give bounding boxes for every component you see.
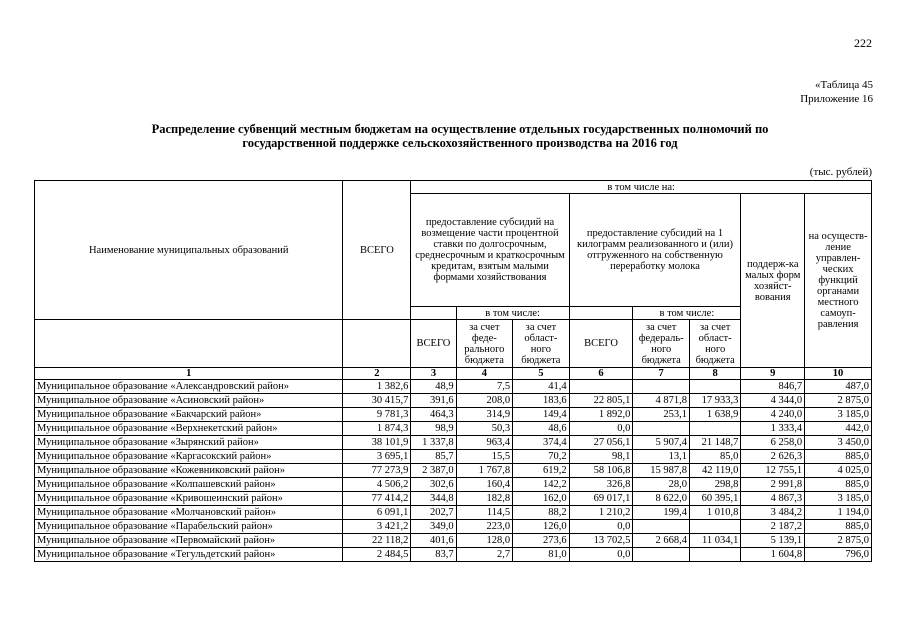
value-cell-c2: 2 484,5: [343, 548, 411, 562]
value-cell-c2: 22 118,2: [343, 534, 411, 548]
value-cell-c6: 0,0: [569, 520, 633, 534]
column-numbers-row: [35, 368, 872, 380]
value-cell-c5: 81,0: [513, 548, 570, 562]
value-cell-c6: 22 805,1: [569, 394, 633, 408]
document-title: [60, 122, 860, 150]
header-federal-2: за счет федераль-ного бюджета: [633, 320, 690, 368]
header-small-forms: поддерж-ка малых форм хозяйст-вования: [741, 194, 805, 368]
header-federal-1: за счет феде-рального бюджета: [456, 320, 513, 368]
value-cell-c8: 60 395,1: [689, 492, 740, 506]
value-cell-c4: 128,0: [456, 534, 513, 548]
table-row: [35, 520, 872, 534]
table-row: [35, 436, 872, 450]
table-row: [35, 408, 872, 422]
value-cell-c9: 1 604,8: [741, 548, 805, 562]
value-cell-c6: 13 702,5: [569, 534, 633, 548]
table-row: [35, 464, 872, 478]
value-cell-c6: 69 017,1: [569, 492, 633, 506]
value-cell-c9: 846,7: [741, 380, 805, 394]
municipality-name-cell: Муниципальное образование «Первомайский район»: [35, 534, 343, 548]
value-cell-c5: 142,2: [513, 478, 570, 492]
value-cell-c10: 442,0: [805, 422, 872, 436]
value-cell-c4: 208,0: [456, 394, 513, 408]
value-cell-c5: 48,6: [513, 422, 570, 436]
value-cell-c2: 30 415,7: [343, 394, 411, 408]
header-name: Наименование муниципальных образований: [35, 181, 343, 320]
header-total-sub: [343, 320, 411, 368]
value-cell-c9: 1 333,4: [741, 422, 805, 436]
value-cell-c9: 4 240,0: [741, 408, 805, 422]
column-number: 1: [35, 368, 343, 380]
table-caption: «Таблица 45: [814, 79, 873, 91]
header-regional-2: за счет област-ного бюджета: [689, 320, 740, 368]
value-cell-c10: 885,0: [805, 450, 872, 464]
value-cell-c5: 88,2: [513, 506, 570, 520]
value-cell-c9: 2 626,3: [741, 450, 805, 464]
value-cell-c9: 4 344,0: [741, 394, 805, 408]
value-cell-c10: 487,0: [805, 380, 872, 394]
header-group-interest: предоставление субсидий на возмещение части процентной ставки по долгосрочным, среднесрочным и краткосрочным кредитам, взятым малыми формами хозяйствования: [411, 194, 569, 307]
header-group-milk: предоставление субсидий на 1 килограмм реализованного и (или) отгруженного на собственную переработку молока: [569, 194, 741, 307]
value-cell-c4: 50,3: [456, 422, 513, 436]
value-cell-c10: 885,0: [805, 478, 872, 492]
header-name-sub: [35, 320, 343, 368]
municipality-name-cell: Муниципальное образование «Бакчарский район»: [35, 408, 343, 422]
value-cell-c7: [633, 548, 690, 562]
value-cell-c7: 5 907,4: [633, 436, 690, 450]
column-number: 2: [343, 368, 411, 380]
value-cell-c5: 162,0: [513, 492, 570, 506]
value-cell-c3: 349,0: [411, 520, 456, 534]
value-cell-c3: 98,9: [411, 422, 456, 436]
column-number: 10: [805, 368, 872, 380]
header-total: ВСЕГО: [343, 181, 411, 320]
value-cell-c3: 401,6: [411, 534, 456, 548]
value-cell-c5: 126,0: [513, 520, 570, 534]
value-cell-c8: 11 034,1: [689, 534, 740, 548]
column-number: 5: [513, 368, 570, 380]
value-cell-c4: 182,8: [456, 492, 513, 506]
value-cell-c2: 38 101,9: [343, 436, 411, 450]
header-regional-1: за счет област-ного бюджета: [513, 320, 570, 368]
column-number: 4: [456, 368, 513, 380]
column-number: 8: [689, 368, 740, 380]
value-cell-c5: 70,2: [513, 450, 570, 464]
municipality-name-cell: Муниципальное образование «Кривошеинский район»: [35, 492, 343, 506]
value-cell-c10: 3 450,0: [805, 436, 872, 450]
value-cell-c3: 202,7: [411, 506, 456, 520]
header-including-2: в том числе:: [633, 307, 741, 320]
value-cell-c2: 3 695,1: [343, 450, 411, 464]
value-cell-c8: 1 638,9: [689, 408, 740, 422]
value-cell-c10: 3 185,0: [805, 408, 872, 422]
municipality-name-cell: Муниципальное образование «Каргасокский район»: [35, 450, 343, 464]
column-number: 3: [411, 368, 456, 380]
table-row: [35, 422, 872, 436]
value-cell-c8: [689, 380, 740, 394]
value-cell-c8: 298,8: [689, 478, 740, 492]
value-cell-c7: 15 987,8: [633, 464, 690, 478]
value-cell-c9: 2 187,2: [741, 520, 805, 534]
value-cell-c10: 1 194,0: [805, 506, 872, 520]
value-cell-c5: 619,2: [513, 464, 570, 478]
column-number: 7: [633, 368, 690, 380]
value-cell-c8: [689, 422, 740, 436]
value-cell-c9: 2 991,8: [741, 478, 805, 492]
value-cell-c7: 28,0: [633, 478, 690, 492]
value-cell-c3: 391,6: [411, 394, 456, 408]
value-cell-c6: [569, 380, 633, 394]
value-cell-c7: 2 668,4: [633, 534, 690, 548]
column-number: 6: [569, 368, 633, 380]
value-cell-c3: 344,8: [411, 492, 456, 506]
value-cell-c4: 15,5: [456, 450, 513, 464]
value-cell-c2: 77 414,2: [343, 492, 411, 506]
value-cell-c5: 273,6: [513, 534, 570, 548]
title-line-1: Распределение субвенций местным бюджетам на осуществление отдельных государственных полномочий по: [151, 122, 769, 136]
value-cell-c2: 9 781,3: [343, 408, 411, 422]
value-cell-c3: 85,7: [411, 450, 456, 464]
value-cell-c2: 1 874,3: [343, 422, 411, 436]
table-row: [35, 380, 872, 394]
municipality-name-cell: Муниципальное образование «Асиновский район»: [35, 394, 343, 408]
value-cell-c7: 13,1: [633, 450, 690, 464]
value-cell-c9: 5 139,1: [741, 534, 805, 548]
value-cell-c7: [633, 380, 690, 394]
value-cell-c3: 1 337,8: [411, 436, 456, 450]
value-cell-c7: [633, 520, 690, 534]
value-cell-c9: 6 258,0: [741, 436, 805, 450]
value-cell-c7: 199,4: [633, 506, 690, 520]
value-cell-c6: 326,8: [569, 478, 633, 492]
value-cell-c3: 464,3: [411, 408, 456, 422]
municipality-name-cell: Муниципальное образование «Парабельский район»: [35, 520, 343, 534]
table-row: [35, 492, 872, 506]
value-cell-c8: [689, 520, 740, 534]
value-cell-c3: 2 387,0: [411, 464, 456, 478]
value-cell-c8: 42 119,0: [689, 464, 740, 478]
value-cell-c10: 796,0: [805, 548, 872, 562]
value-cell-c6: 1 210,2: [569, 506, 633, 520]
header-management: на осуществ-ление управлен-ческих функций органами местного самоуп-равления: [805, 194, 872, 368]
value-cell-c2: 3 421,2: [343, 520, 411, 534]
value-cell-c2: 1 382,6: [343, 380, 411, 394]
value-cell-c7: 8 622,0: [633, 492, 690, 506]
table-row: [35, 548, 872, 562]
value-cell-c9: 4 867,3: [741, 492, 805, 506]
table-row: [35, 534, 872, 548]
units-label: (тыс. рублей): [809, 166, 872, 178]
value-cell-c8: [689, 548, 740, 562]
value-cell-c6: 98,1: [569, 450, 633, 464]
value-cell-c4: 114,5: [456, 506, 513, 520]
value-cell-c5: 374,4: [513, 436, 570, 450]
table-row: [35, 506, 872, 520]
header-including-1: в том числе:: [456, 307, 569, 320]
value-cell-c3: 48,9: [411, 380, 456, 394]
value-cell-c6: 58 106,8: [569, 464, 633, 478]
value-cell-c4: 2,7: [456, 548, 513, 562]
value-cell-c5: 149,4: [513, 408, 570, 422]
value-cell-c4: 7,5: [456, 380, 513, 394]
value-cell-c10: 2 875,0: [805, 394, 872, 408]
appendix-label: Приложение 16: [800, 93, 873, 105]
value-cell-c3: 83,7: [411, 548, 456, 562]
value-cell-c6: 1 892,0: [569, 408, 633, 422]
value-cell-c3: 302,6: [411, 478, 456, 492]
value-cell-c4: 223,0: [456, 520, 513, 534]
value-cell-c2: 4 506,2: [343, 478, 411, 492]
table-row: [35, 450, 872, 464]
value-cell-c6: 0,0: [569, 422, 633, 436]
value-cell-c5: 183,6: [513, 394, 570, 408]
table-row: [35, 478, 872, 492]
value-cell-c5: 41,4: [513, 380, 570, 394]
value-cell-c8: 1 010,8: [689, 506, 740, 520]
header-group-milk-gap: [569, 307, 633, 320]
value-cell-c10: 3 185,0: [805, 492, 872, 506]
municipality-name-cell: Муниципальное образование «Верхнекетский район»: [35, 422, 343, 436]
header-group-interest-gap: [411, 307, 456, 320]
municipality-name-cell: Муниципальное образование «Кожевниковский район»: [35, 464, 343, 478]
title-line-2: государственной поддержке сельскохозяйственного производства на 2016 год: [242, 136, 678, 150]
table-note: [800, 78, 873, 106]
value-cell-c6: 0,0: [569, 548, 633, 562]
value-cell-c9: 3 484,2: [741, 506, 805, 520]
value-cell-c7: [633, 422, 690, 436]
header-sub-total-2: ВСЕГО: [569, 320, 633, 368]
value-cell-c4: 160,4: [456, 478, 513, 492]
header-sub-total-1: ВСЕГО: [411, 320, 456, 368]
value-cell-c4: 1 767,8: [456, 464, 513, 478]
page-number: 222: [854, 36, 872, 50]
value-cell-c7: 4 871,8: [633, 394, 690, 408]
value-cell-c8: 17 933,3: [689, 394, 740, 408]
value-cell-c2: 77 273,9: [343, 464, 411, 478]
municipality-name-cell: Муниципальное образование «Александровский район»: [35, 380, 343, 394]
municipality-name-cell: Муниципальное образование «Зырянский район»: [35, 436, 343, 450]
municipality-name-cell: Муниципальное образование «Тегульдетский район»: [35, 548, 343, 562]
value-cell-c9: 12 755,1: [741, 464, 805, 478]
value-cell-c8: 85,0: [689, 450, 740, 464]
value-cell-c7: 253,1: [633, 408, 690, 422]
municipality-name-cell: Муниципальное образование «Молчановский район»: [35, 506, 343, 520]
value-cell-c8: 21 148,7: [689, 436, 740, 450]
table-row: [35, 394, 872, 408]
subventions-table: [34, 180, 872, 562]
table-body: [35, 380, 872, 562]
value-cell-c4: 314,9: [456, 408, 513, 422]
value-cell-c6: 27 056,1: [569, 436, 633, 450]
column-number: 9: [741, 368, 805, 380]
value-cell-c4: 963,4: [456, 436, 513, 450]
header-including-on: в том числе на:: [411, 181, 872, 194]
value-cell-c10: 885,0: [805, 520, 872, 534]
value-cell-c10: 4 025,0: [805, 464, 872, 478]
municipality-name-cell: Муниципальное образование «Колпашевский район»: [35, 478, 343, 492]
value-cell-c2: 6 091,1: [343, 506, 411, 520]
value-cell-c10: 2 875,0: [805, 534, 872, 548]
